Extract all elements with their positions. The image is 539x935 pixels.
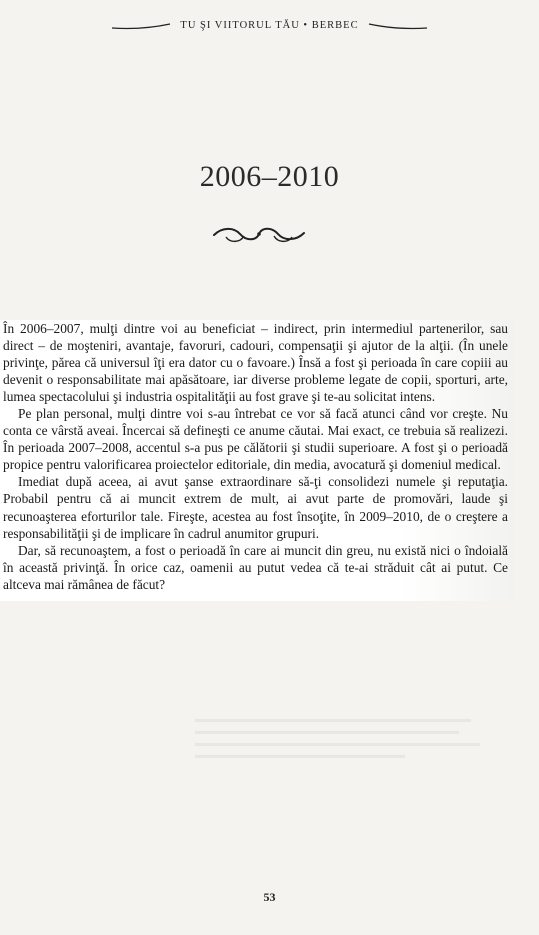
paragraph-1: În 2006–2007, mulţi dintre voi au beneficiat – indirect, prin intermediul partenerilor, sau direct – de moşteniri, avantaje, favoruri, cadouri, compensaţii şi ajutor de la alţii. (În unele privinţe, părea că universul îţi era dator cu o favoare.) Însă a fost şi perioada în care copiii au devenit o responsabilitate mai apăsătoare, iar diverse probleme legate de copii, sporturi, arte, lumea spectacolului şi industria ospitalităţii au fost grave şi te-au solicitat intens. bbox=[3, 321, 508, 405]
flourish-divider-icon bbox=[212, 223, 306, 245]
paragraph-3: Imediat după aceea, ai avut şanse extraordinare să-ţi consolidezi numele şi reputaţia. Probabil pentru că ai muncit extrem de mult, ai avut parte de promovări, laude şi recunoaşterea eforturilor tale. Fireşte, acestea au fost însoţite, în 2009–2010, de o creştere a responsabilităţii şi de implicare în cadrul anumitor grupuri. bbox=[3, 474, 508, 541]
running-title: TU ŞI VIITORUL TĂU • BERBEC bbox=[180, 20, 359, 31]
running-header bbox=[0, 20, 539, 31]
chapter-title: 2006–2010 bbox=[199, 160, 340, 193]
left-swash-icon bbox=[112, 21, 172, 31]
bleed-through-text bbox=[195, 710, 495, 770]
paragraph-4: Dar, să recunoaştem, a fost o perioadă în care ai muncit din greu, nu există nici o îndoială în această privinţă. În orice caz, oamenii au putut vedea că te-ai străduit cât ai putut. Ce altceva mai rămânea de făcut? bbox=[3, 542, 508, 592]
page-number: 53 bbox=[263, 890, 276, 904]
body-text bbox=[0, 320, 514, 601]
paragraph-2: Pe plan personal, mulţi dintre voi s-au întrebat ce vor să facă atunci când vor creşte. Nu conta ce vârstă aveai. Încercai să defineşti ce anume căutai. Mai exact, ce trebuia să realizezi. În perioada 2007–2008, accentul s-a pus pe călătorii şi studii superioare. A fost şi o perioadă propice pentru valorificarea proiectelor editoriale, din media, avocatură şi domeniul medical. bbox=[3, 406, 508, 473]
right-swash-icon bbox=[367, 21, 427, 31]
